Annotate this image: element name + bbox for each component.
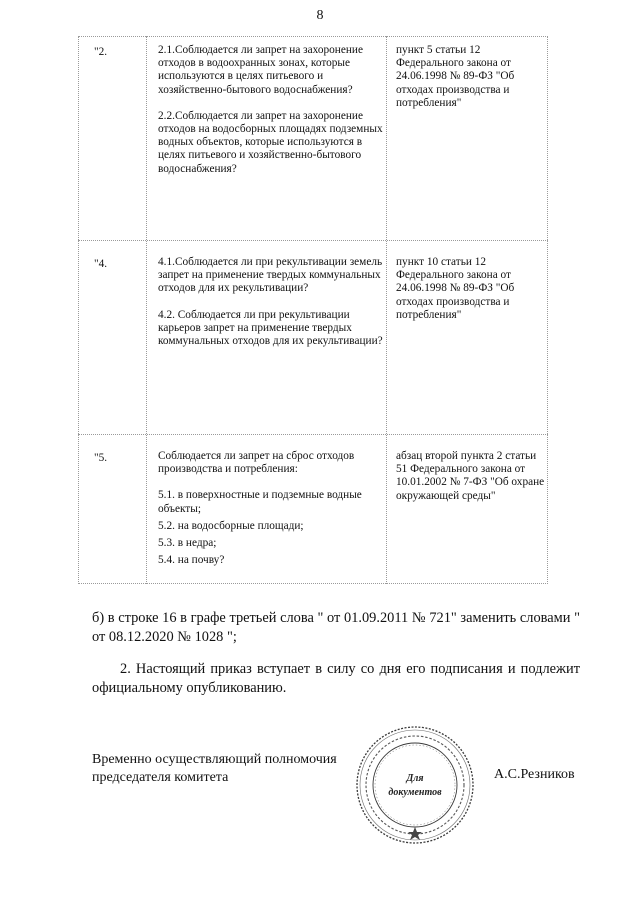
question-text: 4.1.Соблюдается ли при рекультивации земель запрет на применение твердых коммунальных отходов для их рекультивации?	[158, 256, 383, 295]
question-text: 4.2. Соблюдается ли при рекультивации карьеров запрет на применение твердых коммунальных отходов для их рекультивации?	[158, 308, 383, 348]
page-number: 8	[316, 8, 324, 23]
table-border-right	[547, 36, 548, 584]
table-row-questions	[158, 450, 384, 571]
requirements-table	[78, 36, 548, 584]
stamp-text: Для	[406, 773, 424, 784]
table-row-divider-2	[78, 434, 548, 435]
table-row-questions	[158, 44, 384, 189]
question-item: 5.2. на водосборные площади;	[158, 519, 304, 532]
table-row-number: "5.	[94, 452, 108, 464]
table-row-divider-1	[78, 240, 548, 241]
signatory-name: А.С.Резников	[494, 767, 575, 782]
position-line: председателя комитета	[92, 770, 229, 785]
question-item: 5.4. на почву?	[158, 554, 225, 567]
table-border-left	[78, 36, 79, 584]
legal-reference: абзац второй пункта 2 статьи 51 Федерального закона от 10.01.2002 № 7-ФЗ "Об охране окружающей среды"	[396, 450, 545, 502]
position-line: Временно осуществляющий полномочия	[92, 752, 337, 767]
question-intro: Соблюдается ли запрет на сброс отходов производства и потребления:	[158, 450, 355, 476]
official-stamp	[353, 723, 477, 847]
clause-paragraph: 2. Настоящий приказ вступает в силу со дня его подписания и подлежит официальному опубликованию.	[92, 661, 580, 696]
question-text: 2.1.Соблюдается ли запрет на захоронение отходов в водоохранных зонах, которые используются в целях питьевого и хозяйственно-бытового водоснабжения?	[158, 44, 363, 96]
signatory-position	[92, 751, 337, 787]
table-column-divider-2	[386, 36, 387, 584]
question-text: 2.2.Соблюдается ли запрет на захоронение отходов на водосборных площадях подземных водных объектов, которые используются в целях питьевого и хозяйственно-бытового водоснабжения?	[158, 109, 383, 175]
legal-reference: пункт 5 статьи 12 Федерального закона от 24.06.1998 № 89-ФЗ "Об отходах производства и потребления"	[396, 44, 515, 109]
table-row-number: "4.	[94, 258, 108, 270]
table-border-bottom	[78, 583, 548, 584]
question-item: 5.3. в недра;	[158, 537, 217, 550]
legal-reference: пункт 10 статьи 12 Федерального закона от 24.06.1998 № 89-ФЗ "Об отходах производства и потребления"	[396, 256, 515, 321]
stamp-text: документов	[388, 787, 442, 798]
table-column-divider-1	[146, 36, 147, 584]
amendment-paragraph: б) в строке 16 в графе третьей слова " от 01.09.2011 № 721" заменить словами " от 08.12.2020 № 1028 ";	[92, 610, 580, 645]
table-row-questions	[158, 256, 384, 361]
question-item: 5.1. в поверхностные и подземные водные объекты;	[158, 489, 362, 515]
table-border-top	[78, 36, 548, 37]
table-row-number: "2.	[94, 46, 108, 58]
